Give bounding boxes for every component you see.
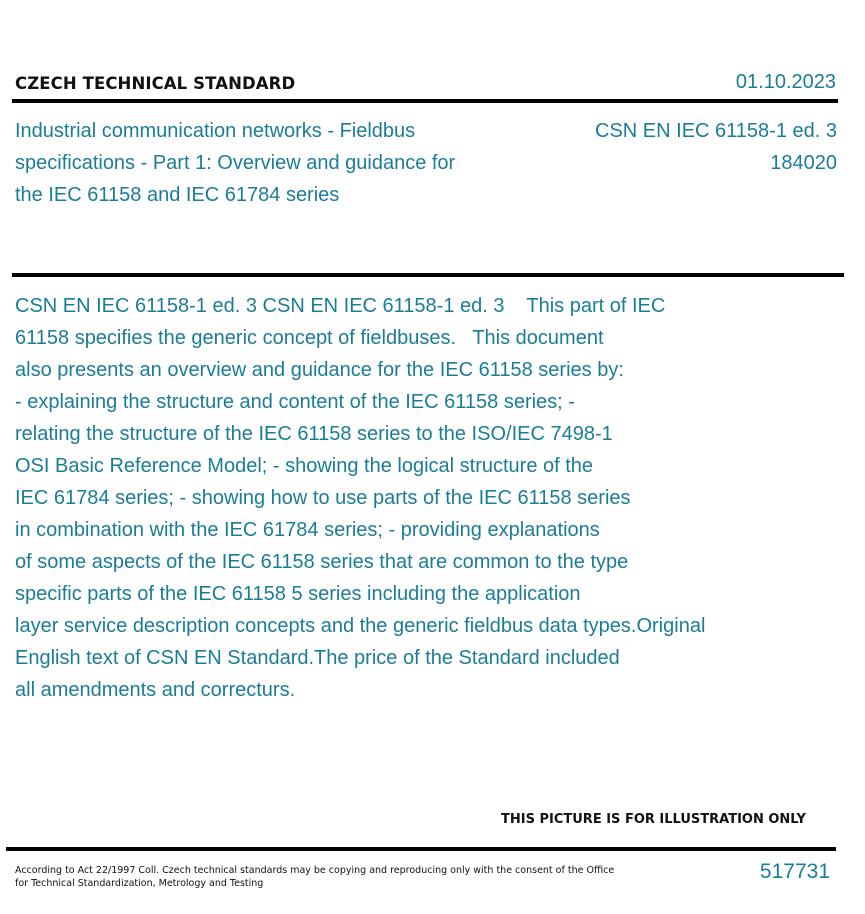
footer-divider <box>6 847 836 851</box>
abstract-line: CSN EN IEC 61158-1 ed. 3 CSN EN IEC 61158-1 ed. 3 This part of IEC <box>15 295 666 317</box>
legal-notice <box>15 864 615 890</box>
document-type-heading: CZECH TECHNICAL STANDARD <box>15 74 296 93</box>
standard-identifiers <box>595 115 837 179</box>
abstract-line: - explaining the structure and content of the IEC 61158 series; - <box>15 391 575 413</box>
legal-notice-line: According to Act 22/1997 Coll. Czech technical standards may be copying and reproducing only with the consent of the Office <box>15 865 615 876</box>
legal-notice-line: for Technical Standardization, Metrology and Testing <box>15 878 264 889</box>
header-divider <box>12 99 838 103</box>
classification-number: 184020 <box>770 152 837 174</box>
illustration-disclaimer: THIS PICTURE IS FOR ILLUSTRATION ONLY <box>501 812 806 827</box>
abstract-line: also presents an overview and guidance for the IEC 61158 series by: <box>15 359 624 381</box>
abstract-line: relating the structure of the IEC 61158 series to the ISO/IEC 7498-1 <box>15 423 613 445</box>
abstract-line: layer service description concepts and the generic fieldbus data types.Original <box>15 615 706 637</box>
standard-title: Industrial communication networks - Fieldbus specifications - Part 1: Overview and guidance for the IEC 61158 and IEC 61784 series <box>15 120 456 206</box>
abstract-line: specific parts of the IEC 61158 5 series including the application <box>15 583 581 605</box>
document-number: 517731 <box>759 860 830 883</box>
publication-date: 01.10.2023 <box>735 71 836 93</box>
abstract-line: 61158 specifies the generic concept of fieldbuses. This document <box>15 327 604 349</box>
abstract-line: of some aspects of the IEC 61158 series that are common to the type <box>15 551 629 573</box>
abstract-line: English text of CSN EN Standard.The price of the Standard included <box>15 647 620 669</box>
abstract-line: in combination with the IEC 61784 series; - providing explanations <box>15 519 600 541</box>
abstract-line: OSI Basic Reference Model; - showing the logical structure of the <box>15 455 594 477</box>
abstract-line: IEC 61784 series; - showing how to use parts of the IEC 61158 series <box>15 487 631 509</box>
title-divider <box>12 273 844 277</box>
abstract-text <box>15 290 775 706</box>
abstract-line: all amendments and correcturs. <box>15 679 296 701</box>
standard-code: CSN EN IEC 61158-1 ed. 3 <box>595 120 837 142</box>
